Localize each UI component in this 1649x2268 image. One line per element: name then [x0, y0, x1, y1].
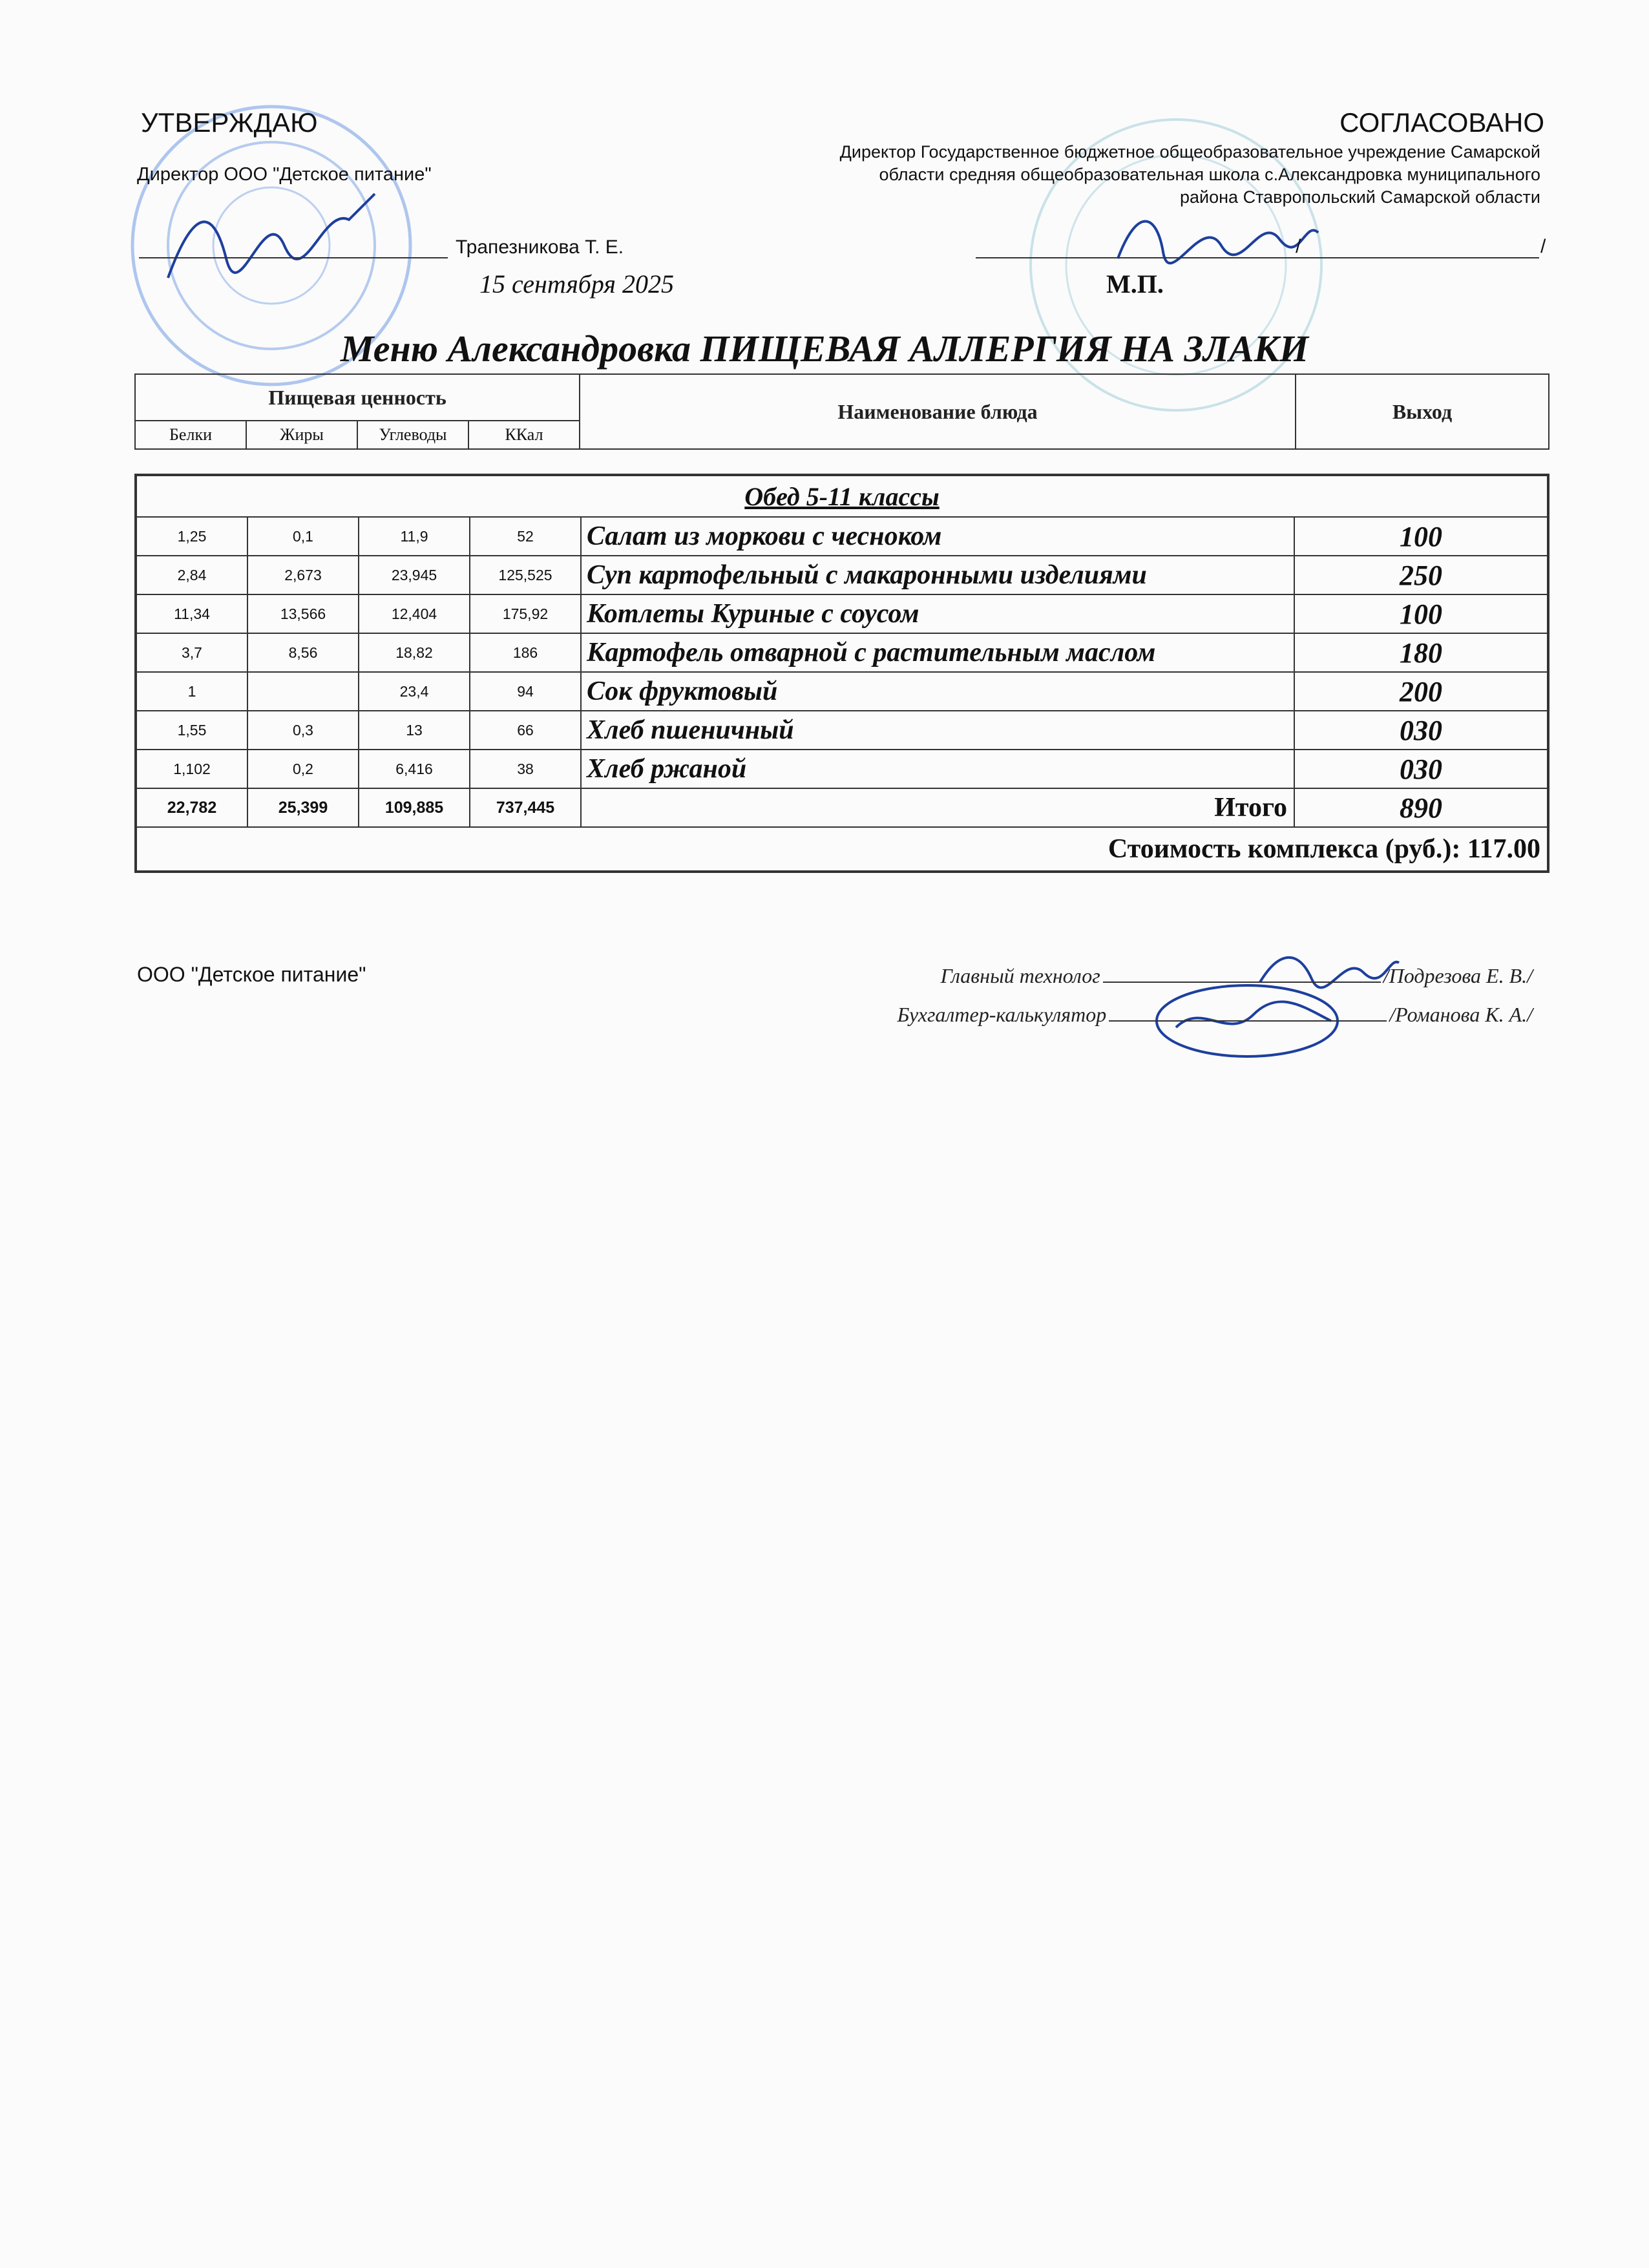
protein-cell: 1,25 — [136, 517, 247, 556]
kcal-cell: 94 — [470, 672, 581, 711]
kcal-cell: 186 — [470, 633, 581, 672]
dish-header: Наименование блюда — [580, 374, 1296, 449]
stamp-place-label: М.П. — [1106, 269, 1164, 299]
total-label: Итого — [581, 788, 1294, 827]
nutrition-header: Пищевая ценность — [135, 374, 580, 421]
document-title: Меню Александровка ПИЩЕВАЯ АЛЛЕРГИЯ НА ЗЛАКИ — [340, 328, 1309, 370]
protein-cell: 11,34 — [136, 594, 247, 633]
protein-cell: 3,7 — [136, 633, 247, 672]
footer-organization: ООО "Детское питание" — [137, 963, 366, 986]
output-cell: 100 — [1294, 517, 1548, 556]
acc-name: /Романова К. А./ — [1389, 1003, 1533, 1026]
chief-technologist-signature — [940, 964, 1533, 988]
kcal-cell: 38 — [470, 750, 581, 788]
fat-cell: 0,3 — [247, 711, 359, 750]
approve-title: УТВЕРЖДАЮ — [141, 107, 318, 138]
protein-cell: 1,55 — [136, 711, 247, 750]
agree-subtitle-line: района Ставропольский Самарской области — [1180, 187, 1540, 207]
section-title: Обед 5-11 классы — [136, 475, 1548, 517]
fat-cell: 8,56 — [247, 633, 359, 672]
signature-approve-icon — [155, 181, 388, 297]
carbs-cell: 12,404 — [359, 594, 470, 633]
agree-line-end: / — [1540, 236, 1546, 257]
dish-cell: Хлеб пшеничный — [581, 711, 1294, 750]
total-row — [136, 788, 1548, 827]
dish-cell: Картофель отварной с растительным маслом — [581, 633, 1294, 672]
total-kcal-cell: 737,445 — [470, 788, 581, 827]
fat-cell: 2,673 — [247, 556, 359, 594]
agree-line-separator: / — [1296, 236, 1301, 257]
agree-subtitle-line: Директор Государственное бюджетное общеобразовательное учреждение Самарской — [839, 142, 1540, 162]
accountant-signature — [897, 1003, 1533, 1027]
tech-name: /Подрезова Е. В./ — [1383, 964, 1533, 987]
signature-agree-icon — [1111, 200, 1325, 278]
fat-header: Жиры — [246, 421, 357, 449]
acc-label: Бухгалтер-калькулятор — [897, 1003, 1107, 1026]
agree-title: СОГЛАСОВАНО — [1339, 107, 1544, 138]
output-cell: 200 — [1294, 672, 1548, 711]
output-cell: 030 — [1294, 711, 1548, 750]
tech-signature-line — [1103, 982, 1381, 983]
protein-cell: 1 — [136, 672, 247, 711]
dish-cell: Сок фруктовый — [581, 672, 1294, 711]
dish-cell: Суп картофельный с макаронными изделиями — [581, 556, 1294, 594]
kcal-cell: 175,92 — [470, 594, 581, 633]
output-cell: 030 — [1294, 750, 1548, 788]
carbs-header: Углеводы — [357, 421, 468, 449]
table-row — [136, 672, 1548, 711]
approve-name: Трапезникова Т. Е. — [456, 236, 624, 258]
fat-cell: 13,566 — [247, 594, 359, 633]
approve-signature-line — [139, 257, 448, 258]
output-cell: 250 — [1294, 556, 1548, 594]
table-row — [136, 633, 1548, 672]
dish-cell: Котлеты Куриные с соусом — [581, 594, 1294, 633]
agree-subtitle — [636, 141, 1540, 209]
kcal-header: ККал — [468, 421, 580, 449]
agree-subtitle-line: области средняя общеобразовательная школа с.Александровка муниципального — [879, 165, 1540, 184]
output-header: Выход — [1296, 374, 1549, 449]
fat-cell — [247, 672, 359, 711]
dish-cell: Салат из моркови с чесноком — [581, 517, 1294, 556]
protein-cell: 2,84 — [136, 556, 247, 594]
carbs-cell: 23,4 — [359, 672, 470, 711]
agree-signature-line — [976, 257, 1539, 258]
total-carbs-cell: 109,885 — [359, 788, 470, 827]
column-header-table — [134, 373, 1549, 450]
carbs-cell: 13 — [359, 711, 470, 750]
carbs-cell: 6,416 — [359, 750, 470, 788]
total-protein-cell: 22,782 — [136, 788, 247, 827]
table-row — [136, 556, 1548, 594]
total-fat-cell: 25,399 — [247, 788, 359, 827]
carbs-cell: 23,945 — [359, 556, 470, 594]
kcal-cell: 52 — [470, 517, 581, 556]
output-cell: 180 — [1294, 633, 1548, 672]
carbs-cell: 18,82 — [359, 633, 470, 672]
menu-table — [134, 474, 1549, 873]
carbs-cell: 11,9 — [359, 517, 470, 556]
output-cell: 100 — [1294, 594, 1548, 633]
approve-subtitle: Директор ООО "Детское питание" — [137, 164, 432, 185]
table-row — [136, 711, 1548, 750]
kcal-cell: 66 — [470, 711, 581, 750]
dish-cell: Хлеб ржаной — [581, 750, 1294, 788]
tech-label: Главный технолог — [940, 964, 1100, 987]
kcal-cell: 125,525 — [470, 556, 581, 594]
table-row — [136, 750, 1548, 788]
complex-cost: Стоимость комплекса (руб.): 117.00 — [136, 827, 1548, 872]
fat-cell: 0,1 — [247, 517, 359, 556]
table-row — [136, 517, 1548, 556]
approve-date: 15 сентября 2025 — [479, 269, 674, 299]
fat-cell: 0,2 — [247, 750, 359, 788]
protein-header: Белки — [135, 421, 246, 449]
total-output-cell: 890 — [1294, 788, 1548, 827]
acc-signature-line — [1109, 1020, 1387, 1022]
table-row — [136, 594, 1548, 633]
protein-cell: 1,102 — [136, 750, 247, 788]
